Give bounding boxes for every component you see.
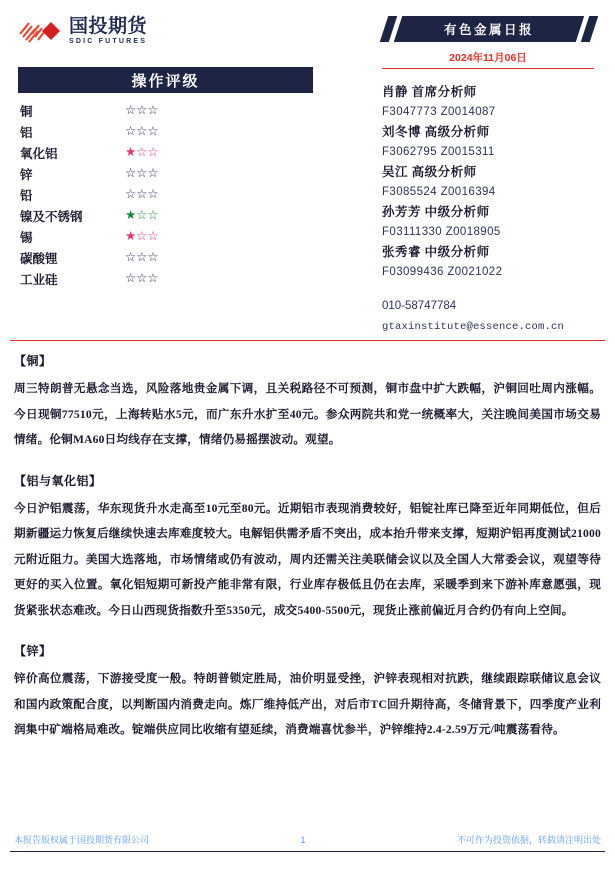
rating-metal-name: 锌 — [20, 167, 33, 182]
header-right-column — [382, 16, 607, 336]
logo-chinese-name: 国投期货 — [69, 16, 148, 37]
rating-stars: ★☆☆ — [125, 207, 159, 223]
analyst-name: 孙芳芳 中级分析师 — [382, 205, 490, 219]
table-row — [18, 226, 313, 247]
rating-stars: ☆☆☆ — [125, 102, 159, 118]
section-copper — [14, 352, 601, 453]
banner-title-text: 有色金属日报 — [443, 23, 534, 37]
analyst-license-code: F3085524 Z0016394 — [382, 186, 496, 198]
section-title: 【铜】 — [14, 354, 52, 368]
table-row — [18, 268, 313, 289]
rating-stars: ☆☆☆ — [125, 165, 159, 181]
footer-copyright: 本报告版权属于国投期货有限公司 — [14, 835, 150, 845]
rating-stars: ☆☆☆ — [125, 249, 159, 265]
footer-page-number: 1 — [300, 834, 306, 845]
header-divider-rule — [10, 340, 605, 341]
analyst-list — [382, 82, 597, 336]
header-left-column — [18, 14, 348, 289]
section-paragraph: 周三特朗普无悬念当选，风险落地贵金属下调，且关税路径不可预测，铜市盘中扩大跌幅，沪铜回吐周内涨幅。今日现铜77510元，上海转贴水5元，而广东升水扩至40元。参众两院共和党一统概率大，关注晚间美国市场交易情绪。伦铜MA60日均线存在支撑，情绪仍易摇摆波动。观望。 — [14, 382, 601, 446]
section-zinc — [14, 642, 601, 743]
section-title: 【铝与氧化铝】 — [14, 473, 102, 488]
table-row — [18, 100, 313, 121]
contact-phone: 010-58747784 — [382, 300, 457, 312]
table-row — [18, 247, 313, 268]
contact-email[interactable]: gtaxinstitute@essence.com.cn — [382, 321, 565, 333]
company-logo — [18, 14, 348, 48]
report-type-banner — [384, 16, 594, 42]
report-body — [14, 352, 601, 762]
section-title: 【锌】 — [14, 644, 52, 658]
report-date: 2024年11月06日 — [382, 50, 594, 69]
rating-metal-name: 锡 — [20, 230, 33, 245]
section-paragraph: 今日沪铝震荡，华东现货升水走高至10元至80元。近期铝市表现消费较好，铝锭社库已降至近年同期低位，但后期新疆运力恢复后继续快速去库难度较大。电解铝供需矛盾不突出，成本抬升带来支撑，短期沪铝再度测试21000元附近阻力。美国大选落地，市场情绪或仍有波动，周内还需关注美联储会议以及全国人大常委会议，观望等待更好的买入位置。氧化铝短期可新投产能非常有限，行业库存极低且仍在去库，采暖季到来下游补库意愿强，现货紧张状态难改。今日山西现货指数升至5350元，成交5400-5500元，现货止涨前偏近月合约仍有向上空间。 — [14, 501, 601, 617]
rating-metal-name: 碳酸锂 — [20, 251, 58, 266]
analyst-license-code: F03111330 Z0018905 — [382, 226, 501, 238]
rating-metal-name: 铝 — [20, 125, 33, 140]
analyst-name: 吴江 高级分析师 — [382, 165, 477, 179]
footer-disclaimer: 不可作为投资依据，转载请注明出处 — [456, 835, 601, 845]
rating-stars: ★☆☆ — [125, 144, 159, 160]
logo-english-name: SDIC FUTURES — [69, 38, 148, 45]
rating-metal-name: 氧化铝 — [20, 146, 58, 161]
table-row — [18, 142, 313, 163]
rating-stars: ☆☆☆ — [125, 123, 159, 139]
sdic-diamond-stripes-logo-icon — [18, 18, 62, 44]
logo-wordmark — [69, 17, 147, 45]
rating-stars: ☆☆☆ — [125, 270, 159, 286]
rating-metal-name: 铜 — [20, 104, 33, 119]
rating-table — [18, 100, 313, 289]
section-paragraph: 锌价高位震荡，下游接受度一般。特朗普锁定胜局，油价明显受挫，沪锌表现相对抗跌，继续跟踪联储议息会议和国内政策配合度，以判断国内消费走向。炼厂维持低产出，对后市TC回升期待高，冬储背景下，四季度产业利润集中矿端格局难改。锭端供应同比收缩有望延续，消费端喜忧参半，沪锌维持2.4-2.59万元/吨震荡看待。 — [14, 672, 601, 736]
analyst-license-code: F3047773 Z0014087 — [382, 106, 496, 118]
analyst-license-code: F03099436 Z0021022 — [382, 266, 503, 278]
rating-metal-name: 铅 — [20, 188, 33, 203]
analyst-name: 张秀睿 中级分析师 — [382, 245, 490, 259]
table-row — [18, 184, 313, 205]
section-aluminum-alumina — [14, 472, 601, 624]
rating-stars: ☆☆☆ — [125, 186, 159, 202]
analyst-name: 刘冬博 高级分析师 — [382, 125, 490, 139]
rating-stars: ★☆☆ — [125, 228, 159, 244]
analyst-license-code: F3062795 Z0015311 — [382, 146, 495, 158]
report-header — [0, 0, 615, 340]
table-row — [18, 163, 313, 184]
rating-metal-name: 工业硅 — [20, 272, 58, 287]
table-row — [18, 121, 313, 142]
page-footer — [14, 833, 601, 846]
analyst-name: 肖静 首席分析师 — [382, 85, 477, 99]
table-row — [18, 205, 313, 226]
footer-divider-rule — [10, 851, 605, 852]
rating-table-title: 操作评级 — [18, 67, 313, 93]
rating-metal-name: 镍及不锈钢 — [20, 209, 83, 224]
